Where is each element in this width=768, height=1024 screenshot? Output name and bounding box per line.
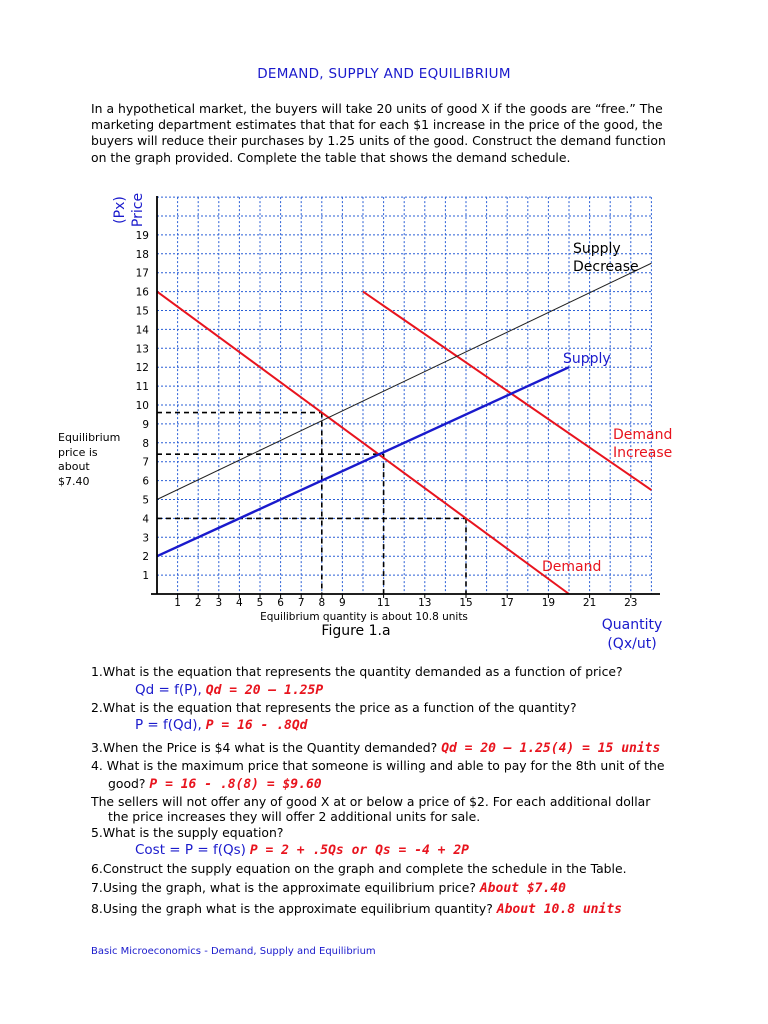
- x-tick-label: 17: [500, 597, 514, 609]
- question-2: 2.What is the equation that represents the price as a function of the quantity?: [91, 700, 577, 715]
- y-tick-label: 12: [135, 362, 149, 375]
- note-line: $7.40: [58, 474, 90, 488]
- x-tick-label: 13: [418, 597, 432, 609]
- intro-line: In a hypothetical market, the buyers will take 20 units of good X if the goods are “free.” The: [91, 101, 663, 116]
- x-tick-labels: [174, 594, 637, 609]
- note-line: Equilibrium: [58, 431, 121, 444]
- demand-increase-label: Increase: [613, 445, 673, 461]
- y-tick-label: 3: [142, 532, 149, 545]
- demand-label: Demand: [542, 559, 602, 575]
- intro-line: buyers will reduce their purchases by 1.25 units of the good. Construct the demand function: [91, 133, 666, 149]
- y-tick-label: 19: [135, 229, 149, 242]
- x-tick-label: 21: [582, 597, 597, 609]
- equilibrium-quantity-note: Equilibrium quantity is about 10.8 units: [260, 611, 468, 623]
- question-4: 4. What is the maximum price that someone is willing and able to pay for the 8th unit of the: [91, 758, 665, 773]
- x-tick-label: 2: [194, 597, 202, 609]
- intro-line: marketing department estimates that that for each $1 increase in the price of the good, the: [91, 117, 663, 133]
- answer-3-red: Qd = 20 – 1.25(4) = 15 units: [441, 741, 661, 756]
- y-tick-label: 6: [142, 475, 149, 488]
- answer-1: [135, 682, 323, 698]
- answer-2: [135, 717, 308, 733]
- x-tick-label: 6: [277, 597, 284, 609]
- y-tick-label: 8: [142, 437, 149, 450]
- x-tick-label: 1: [174, 597, 181, 609]
- answer-5: [135, 842, 469, 858]
- question-3-text: 3.When the Price is $4 what is the Quantity demanded?: [91, 740, 438, 755]
- answer-2-red: P = 16 - .8Qd: [205, 718, 308, 733]
- y-tick-label: 16: [135, 286, 149, 299]
- y-tick-label: 15: [135, 305, 149, 318]
- intro-paragraph: [91, 101, 691, 166]
- y-tick-label: 18: [135, 248, 149, 261]
- y-tick-label: 10: [135, 400, 149, 412]
- x-title-qxut: (Qx/ut): [607, 636, 657, 652]
- equilibrium-price-note: [58, 431, 120, 489]
- answer-4-red: P = 16 - .8(8) = $9.60: [149, 777, 322, 792]
- page-title: DEMAND, SUPPLY AND EQUILIBRIUM: [257, 66, 511, 82]
- question-7: [91, 880, 566, 896]
- y-title-px: (Px): [112, 196, 128, 224]
- graph-curves: [157, 263, 651, 594]
- x-tick-label: 19: [541, 597, 556, 609]
- x-tick-label: 9: [339, 597, 346, 609]
- question-1: 1.What is the equation that represents the quantity demanded as a function of price?: [91, 664, 623, 679]
- answer-1-blue: Qd = f(P),: [135, 682, 202, 698]
- sellers-paragraph: The sellers will not offer any of good X at or below a price of $2. For each additional dollar: [91, 794, 651, 809]
- y-tick-labels: [136, 230, 150, 582]
- x-tick-label: 7: [297, 597, 305, 609]
- y-axis-title: [112, 193, 146, 227]
- y-tick-label: 1: [142, 570, 149, 583]
- y-tick-label: 7: [142, 456, 149, 469]
- x-tick-label: 5: [256, 597, 264, 609]
- x-tick-label: 4: [236, 597, 243, 609]
- x-title-quantity: Quantity: [601, 617, 663, 633]
- question-5: 5.What is the supply equation?: [91, 825, 284, 840]
- answer-2-blue: P = f(Qd),: [135, 717, 202, 733]
- note-line: price is: [58, 445, 98, 459]
- supply-demand-graph: [0, 170, 768, 660]
- y-title-price: Price: [130, 192, 146, 228]
- question-7-text: 7.Using the graph, what is the approximate equilibrium price?: [91, 880, 476, 895]
- y-tick-label: 9: [142, 418, 149, 431]
- y-tick-label: 5: [142, 494, 149, 507]
- y-tick-label: 13: [135, 343, 149, 356]
- note-line: about: [58, 460, 90, 473]
- answer-5-red: P = 2 + .5Qs or Qs = -4 + 2P: [249, 843, 469, 858]
- page-footer: Basic Microeconomics - Demand, Supply and Equilibrium: [91, 946, 376, 957]
- y-tick-label: 14: [135, 324, 149, 337]
- supply-decrease-label: Supply: [573, 241, 621, 257]
- sellers-paragraph-cont: the price increases they will offer 2 additional units for sale.: [108, 809, 481, 824]
- question-4-good: good?: [108, 776, 146, 791]
- answer-1-red: Qd = 20 – 1.25P: [205, 683, 324, 698]
- y-tick-label: 4: [142, 513, 149, 526]
- answer-7-red: About $7.40: [479, 881, 566, 896]
- x-tick-label: 8: [318, 597, 326, 609]
- y-tick-label: 2: [142, 551, 149, 564]
- question-8-text: 8.Using the graph what is the approximate equilibrium quantity?: [91, 901, 493, 916]
- demand-increase-label: Demand: [613, 427, 673, 443]
- x-tick-label: 11: [376, 597, 391, 609]
- answer-5-blue: Cost = P = f(Qs): [135, 842, 246, 858]
- x-tick-label: 15: [459, 597, 473, 609]
- y-tick-label: 17: [135, 267, 149, 280]
- supply-label: Supply: [563, 351, 611, 367]
- y-tick-label: 11: [135, 381, 149, 394]
- question-8: [91, 901, 622, 917]
- question-3: [91, 740, 660, 756]
- x-tick-label: 23: [624, 597, 638, 609]
- intro-line: on the graph provided. Complete the table that shows the demand schedule.: [91, 149, 571, 165]
- question-4-cont: [108, 776, 322, 792]
- answer-8-red: About 10.8 units: [496, 902, 622, 917]
- question-6: 6.Construct the supply equation on the graph and complete the schedule in the Table.: [91, 861, 627, 876]
- x-tick-label: 3: [215, 597, 223, 609]
- supply-decrease-label: Decrease: [573, 259, 639, 275]
- figure-label: Figure 1.a: [321, 623, 391, 639]
- equilibrium-reference-lines: [157, 413, 466, 594]
